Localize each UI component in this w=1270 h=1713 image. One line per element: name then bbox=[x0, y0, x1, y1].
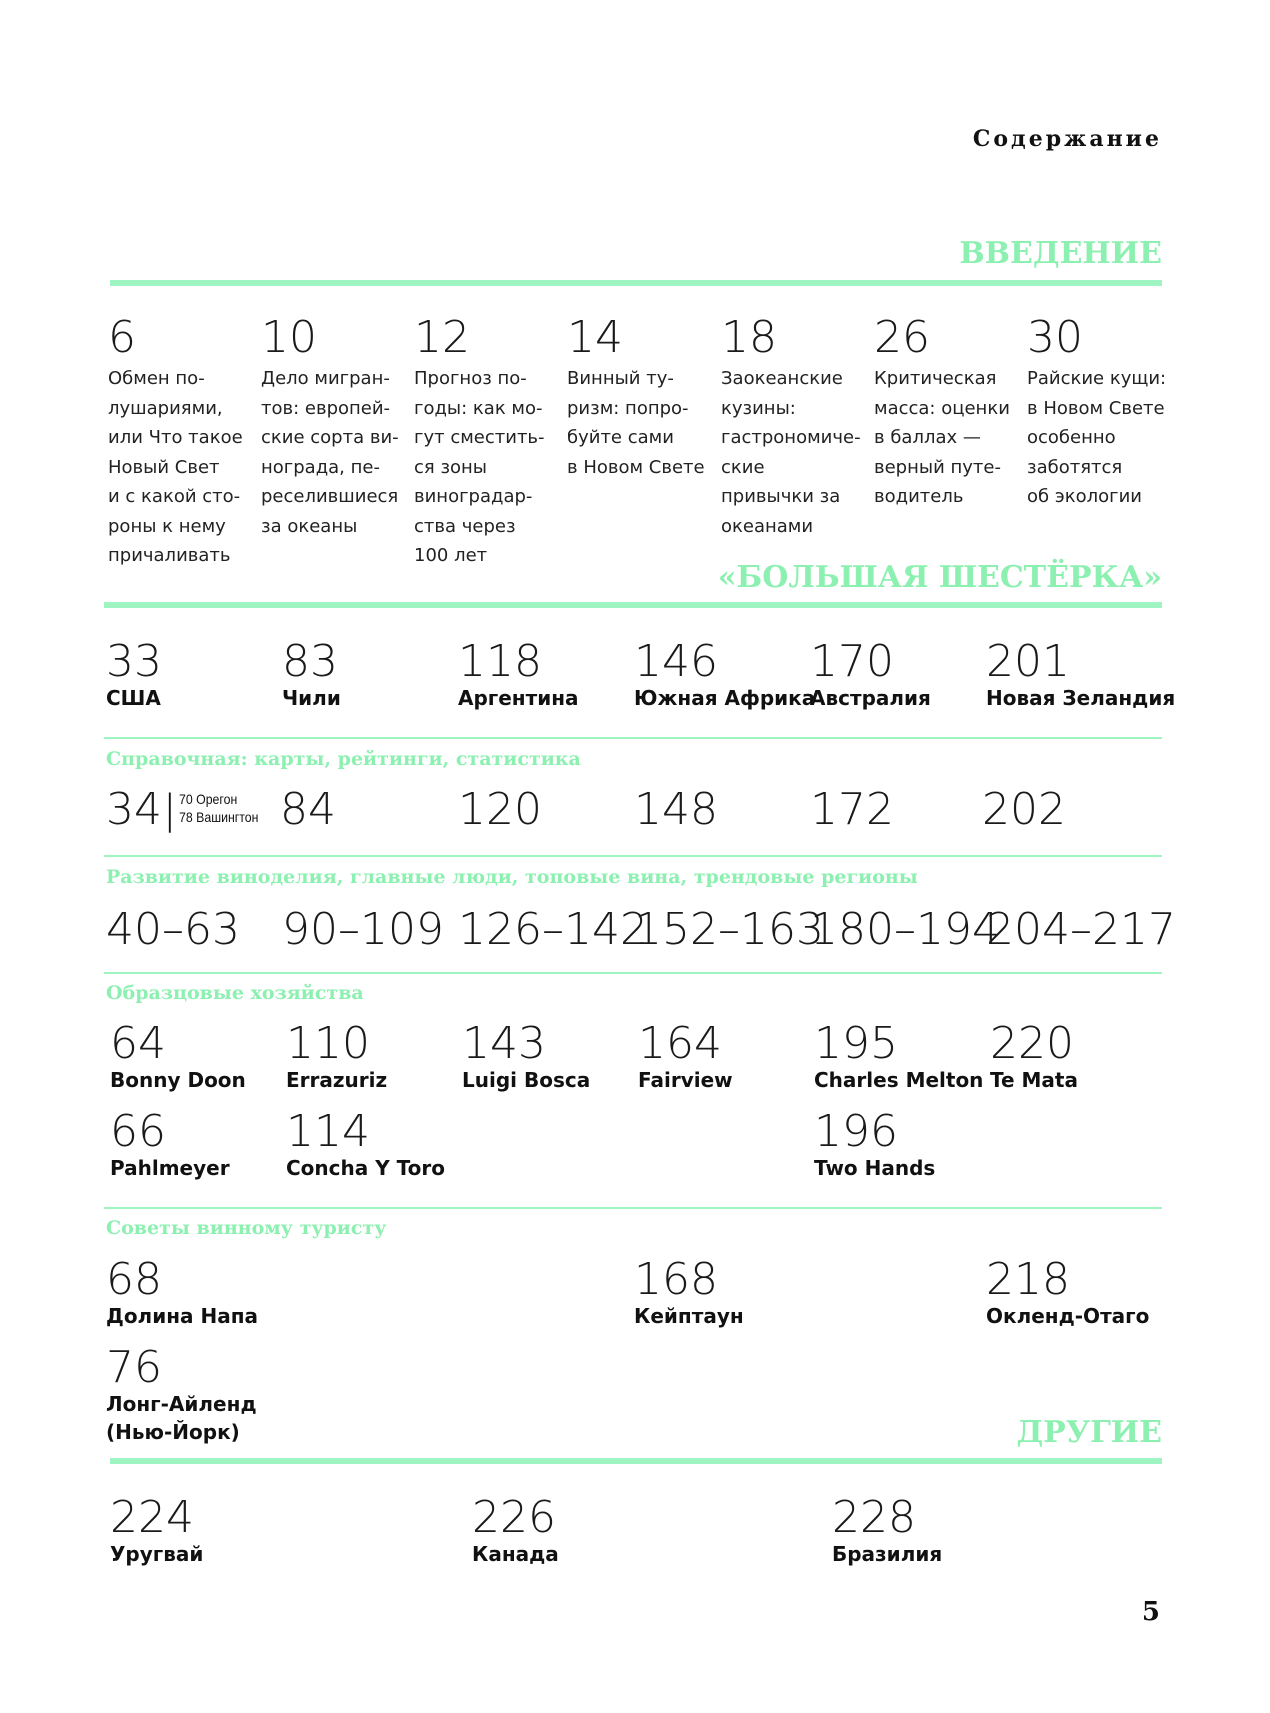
estate-name: Pahlmeyer bbox=[110, 1156, 230, 1180]
country-name: США bbox=[106, 686, 161, 710]
section-title-big-six: «БОЛЬШАЯ ШЕСТЁРКА» bbox=[717, 560, 1162, 595]
intro-description bbox=[721, 364, 871, 541]
intro-item[interactable] bbox=[567, 312, 717, 482]
tip-page-number: 68 bbox=[106, 1254, 162, 1305]
estate-name: Charles Melton bbox=[814, 1068, 984, 1092]
desc-line: кузины: bbox=[721, 397, 796, 419]
section-divider-intro bbox=[110, 280, 1162, 286]
intro-description bbox=[414, 364, 564, 571]
country-page-number: 170 bbox=[810, 636, 894, 687]
estate-page-number: 196 bbox=[814, 1106, 898, 1157]
country-page-number: 224 bbox=[110, 1492, 194, 1543]
country-entry[interactable] bbox=[458, 636, 579, 712]
desc-line: гастрономиче- bbox=[721, 427, 861, 448]
estate-entry[interactable] bbox=[110, 1106, 230, 1182]
estate-page-number: 66 bbox=[110, 1106, 166, 1157]
desc-line: об экологии bbox=[1027, 486, 1142, 507]
estate-page-number: 195 bbox=[814, 1018, 898, 1069]
desc-line: верный путе- bbox=[874, 456, 1001, 478]
country-entry[interactable] bbox=[986, 636, 1176, 712]
country-page-number: 226 bbox=[472, 1492, 556, 1543]
desc-line: Обмен по- bbox=[108, 368, 205, 389]
reference-page-number: 34 bbox=[106, 784, 162, 835]
tip-name: Долина Напа bbox=[106, 1304, 259, 1328]
desc-line: в Новом Свете bbox=[567, 456, 705, 478]
desc-line: Райские кущи: bbox=[1027, 368, 1167, 389]
estate-name: Bonny Doon bbox=[110, 1068, 246, 1092]
tip-entry[interactable] bbox=[634, 1254, 744, 1330]
page-range[interactable]: 90–109 bbox=[282, 904, 444, 955]
estate-name: Luigi Bosca bbox=[462, 1068, 591, 1092]
tip-page-number: 168 bbox=[634, 1254, 718, 1305]
desc-line: роны к нему bbox=[108, 515, 226, 537]
country-name: Южная Африка bbox=[634, 686, 816, 710]
desc-line: в Новом Свете bbox=[1027, 397, 1165, 419]
intro-description bbox=[108, 364, 258, 571]
intro-page-number: 30 bbox=[1027, 312, 1083, 363]
desc-line: заботятся bbox=[1027, 456, 1123, 478]
country-page-number: 146 bbox=[634, 636, 718, 687]
desc-line: Винный ту- bbox=[567, 368, 674, 389]
country-name: Аргентина bbox=[458, 686, 579, 710]
page-range[interactable]: 180–194 bbox=[810, 904, 1000, 955]
estate-page-number: 220 bbox=[990, 1018, 1074, 1069]
desc-line: причаливать bbox=[108, 545, 231, 566]
desc-line: Новый Свет bbox=[108, 456, 220, 478]
subsection-title-reference: Справочная: карты, рейтинги, статистика bbox=[106, 748, 581, 770]
reference-entry[interactable] bbox=[106, 784, 270, 835]
estate-page-number: 114 bbox=[286, 1106, 370, 1157]
intro-page-number: 14 bbox=[567, 312, 623, 363]
page-range[interactable]: 152–163 bbox=[634, 904, 824, 955]
estate-name: Fairview bbox=[638, 1068, 733, 1092]
intro-page-number: 18 bbox=[721, 312, 777, 363]
country-entry[interactable] bbox=[282, 636, 341, 712]
intro-description bbox=[1027, 364, 1177, 512]
desc-line: реселившиеся bbox=[261, 486, 399, 507]
estate-name: Concha Y Toro bbox=[286, 1156, 445, 1180]
reference-page-number[interactable]: 120 bbox=[458, 784, 542, 835]
section-divider-others bbox=[110, 1458, 1162, 1464]
country-name: Чили bbox=[282, 686, 341, 710]
section-title-intro: ВВЕДЕНИЕ bbox=[959, 236, 1162, 271]
desc-line: ства через bbox=[414, 515, 516, 537]
country-page-number: 83 bbox=[282, 636, 338, 687]
estate-entry[interactable] bbox=[286, 1018, 388, 1094]
reference-subpage: 78 Вашингтон bbox=[179, 809, 259, 825]
reference-subpages bbox=[179, 790, 269, 826]
intro-page-number: 12 bbox=[414, 312, 470, 363]
desc-line: нограда, пе- bbox=[261, 456, 380, 478]
subsection-title-development: Развитие виноделия, главные люди, топовые вина, трендовые регионы bbox=[106, 866, 918, 888]
intro-page-number: 26 bbox=[874, 312, 930, 363]
country-name: Новая Зеландия bbox=[986, 686, 1176, 710]
page-number: 5 bbox=[1141, 1597, 1160, 1627]
estate-entry[interactable] bbox=[990, 1018, 1078, 1094]
estate-page-number: 110 bbox=[286, 1018, 370, 1069]
intro-description bbox=[567, 364, 717, 482]
intro-page-number: 6 bbox=[108, 312, 136, 363]
desc-line: годы: как мо- bbox=[414, 397, 543, 419]
reference-page-number[interactable]: 84 bbox=[280, 784, 336, 835]
subsection-title-tips: Советы винному туристу bbox=[106, 1217, 387, 1239]
desc-line: Заокеанские bbox=[721, 368, 843, 389]
estate-page-number: 143 bbox=[462, 1018, 546, 1069]
subsection-title-estates: Образцовые хозяйства bbox=[106, 982, 364, 1004]
divider bbox=[104, 972, 1162, 974]
desc-line: океанами bbox=[721, 515, 814, 537]
intro-item[interactable] bbox=[874, 312, 1024, 512]
desc-line: Дело мигран- bbox=[261, 368, 390, 389]
country-entry[interactable] bbox=[832, 1492, 943, 1568]
desc-line: ризм: попро- bbox=[567, 397, 689, 419]
tip-entry[interactable] bbox=[106, 1342, 306, 1446]
desc-line: тов: европей- bbox=[261, 397, 391, 419]
country-entry[interactable] bbox=[106, 636, 162, 712]
estate-page-number: 64 bbox=[110, 1018, 166, 1069]
tip-page-number: 76 bbox=[106, 1342, 162, 1393]
tip-page-number: 218 bbox=[986, 1254, 1070, 1305]
desc-line: и с какой сто- bbox=[108, 486, 241, 507]
estate-name: Errazuriz bbox=[286, 1068, 388, 1092]
intro-item[interactable] bbox=[721, 312, 871, 541]
desc-line: масса: оценки bbox=[874, 397, 1010, 419]
reference-page-number[interactable]: 172 bbox=[810, 784, 894, 835]
country-page-number: 118 bbox=[458, 636, 542, 687]
country-name: Бразилия bbox=[832, 1542, 943, 1566]
country-name: Австралия bbox=[810, 686, 931, 710]
estate-entry[interactable] bbox=[638, 1018, 733, 1094]
estate-name: Te Mata bbox=[990, 1068, 1078, 1092]
desc-line: за океаны bbox=[261, 515, 358, 537]
separator: | bbox=[163, 787, 177, 833]
desc-line: Прогноз по- bbox=[414, 368, 527, 389]
country-entry[interactable] bbox=[810, 636, 931, 712]
reference-page-number[interactable]: 148 bbox=[634, 784, 718, 835]
desc-line: особенно bbox=[1027, 427, 1116, 448]
page-range[interactable]: 40–63 bbox=[106, 904, 240, 955]
divider bbox=[104, 855, 1162, 857]
estate-entry[interactable] bbox=[286, 1106, 445, 1182]
desc-line: водитель bbox=[874, 486, 964, 507]
country-page-number: 33 bbox=[106, 636, 162, 687]
tip-name: Лонг-Айленд (Нью-Йорк) bbox=[106, 1392, 257, 1444]
desc-line: привычки за bbox=[721, 486, 841, 507]
intro-item[interactable] bbox=[261, 312, 411, 541]
reference-subpage: 70 Орегон bbox=[179, 791, 238, 807]
desc-line: виноградар- bbox=[414, 486, 533, 507]
intro-item[interactable] bbox=[108, 312, 258, 571]
intro-description bbox=[261, 364, 411, 541]
desc-line: лушариями, bbox=[108, 397, 223, 419]
divider bbox=[104, 1207, 1162, 1209]
country-entry[interactable] bbox=[472, 1492, 559, 1568]
intro-item[interactable] bbox=[414, 312, 564, 571]
intro-description bbox=[874, 364, 1024, 512]
page-range[interactable]: 126–142 bbox=[458, 904, 648, 955]
desc-line: ся зоны bbox=[414, 456, 488, 478]
desc-line: ские сорта ви- bbox=[261, 427, 399, 448]
estate-entry[interactable] bbox=[110, 1018, 246, 1094]
desc-line: ские bbox=[721, 456, 765, 478]
country-name: Уругвай bbox=[110, 1542, 204, 1566]
country-page-number: 228 bbox=[832, 1492, 916, 1543]
divider bbox=[104, 737, 1162, 739]
section-title-others: ДРУГИЕ bbox=[1016, 1415, 1162, 1450]
estate-entry[interactable] bbox=[814, 1106, 936, 1182]
page-title: Содержание bbox=[972, 126, 1162, 152]
section-divider-big-six bbox=[104, 602, 1162, 608]
estate-page-number: 164 bbox=[638, 1018, 722, 1069]
desc-line: гут сместить- bbox=[414, 427, 545, 448]
desc-line: 100 лет bbox=[414, 545, 488, 566]
page-range[interactable]: 204–217 bbox=[986, 904, 1176, 955]
tip-entry[interactable] bbox=[986, 1254, 1150, 1330]
reference-page-number[interactable]: 202 bbox=[982, 784, 1066, 835]
country-entry[interactable] bbox=[634, 636, 816, 712]
desc-line: Критическая bbox=[874, 368, 997, 389]
tip-entry[interactable] bbox=[106, 1254, 259, 1330]
country-page-number: 201 bbox=[986, 636, 1070, 687]
tip-name: Кейптаун bbox=[634, 1304, 744, 1328]
country-entry[interactable] bbox=[110, 1492, 204, 1568]
estate-entry[interactable] bbox=[462, 1018, 591, 1094]
estate-name: Two Hands bbox=[814, 1156, 936, 1180]
intro-item[interactable] bbox=[1027, 312, 1177, 512]
intro-page-number: 10 bbox=[261, 312, 317, 363]
estate-entry[interactable] bbox=[814, 1018, 984, 1094]
desc-line: буйте сами bbox=[567, 427, 674, 448]
desc-line: или Что такое bbox=[108, 427, 243, 448]
desc-line: в баллах — bbox=[874, 427, 981, 448]
tip-name: Окленд-Отаго bbox=[986, 1304, 1150, 1328]
country-name: Канада bbox=[472, 1542, 559, 1566]
